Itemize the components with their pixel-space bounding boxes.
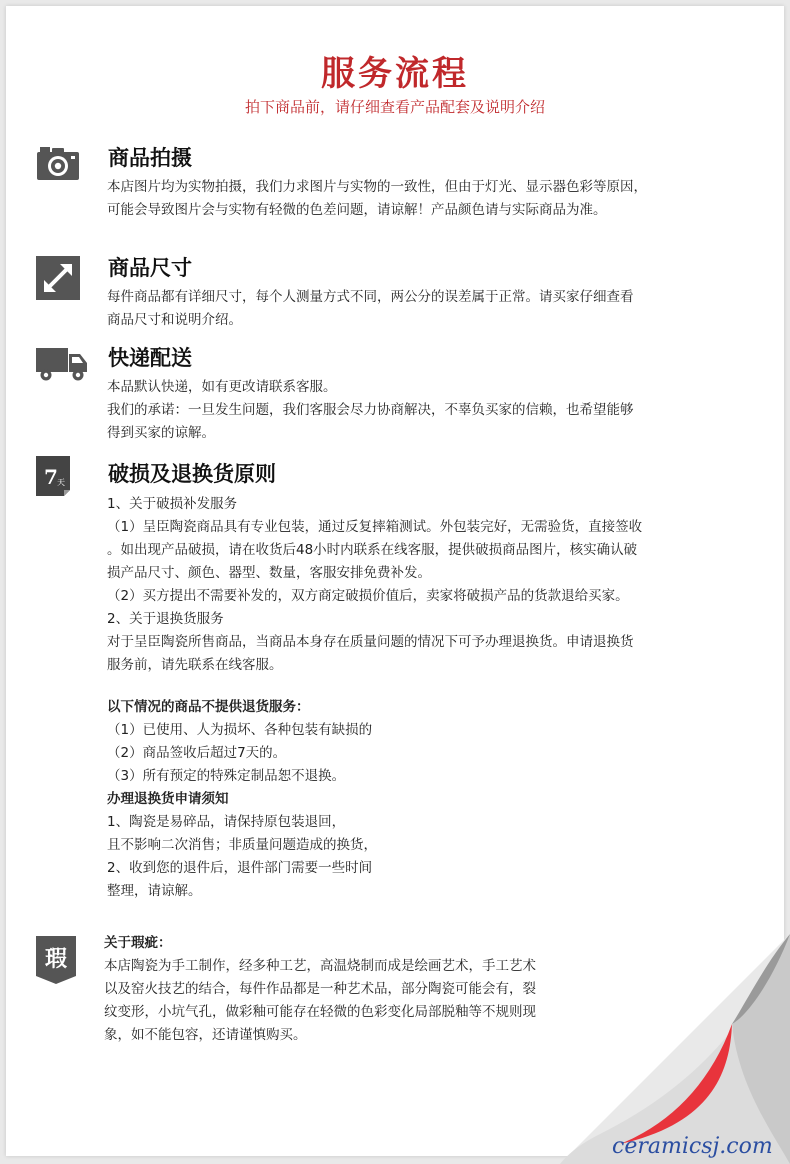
delivery-truck-icon — [36, 342, 88, 386]
page-subtitle: 拍下商品前，请仔细查看产品配套及说明介绍 — [244, 98, 545, 116]
text-line: 以及窑火技艺的结合，每件作品都是一种艺术品，部分陶瓷可能会有，裂 — [104, 981, 536, 997]
calendar-day-label: 天 — [57, 478, 65, 487]
list-item: （1）已使用、人为损坏、各种包装有缺损的 — [107, 722, 373, 738]
text-line: 2、收到您的退件后，退件部门需要一些时间 — [107, 860, 373, 876]
flaw-badge-char: 瑕 — [44, 947, 68, 972]
calendar-number: 7 — [44, 465, 58, 489]
text-line: 本店陶瓷为手工制作，经多种工艺，高温烧制而成是绘画艺术，手工艺术 — [104, 958, 536, 974]
text-line: 本品默认快递，如有更改请联系客服。 — [107, 379, 337, 395]
section-title-returns: 破损及退换货原则 — [108, 462, 276, 486]
flaw-badge-icon — [36, 936, 76, 984]
text-line: 。如出现产品破损，请在收货后48小时内联系在线客服，提供破损商品图片，核实确认破 — [107, 542, 638, 558]
page-curl-decoration — [560, 934, 790, 1164]
watermark: ceramicsj.com — [612, 1134, 773, 1159]
section-text-photo — [107, 176, 737, 222]
text-line: 纹变形，小坑气孔，做彩釉可能存在轻微的色彩变化局部脱釉等不规则现 — [104, 1004, 536, 1020]
text-line: 得到买家的谅解。 — [107, 425, 215, 441]
text-line: 整理，请谅解。 — [107, 883, 202, 899]
camera-icon — [36, 142, 80, 186]
list-item: （3）所有预定的特殊定制品恕不退换。 — [107, 768, 346, 784]
section-text-size — [107, 286, 737, 332]
text-line: 对于呈臣陶瓷所售商品，当商品本身存在质量问题的情况下可予办理退换货。申请退换货 — [107, 634, 634, 650]
text-line: 1、陶瓷是易碎品，请保持原包装退回， — [107, 814, 346, 830]
page-title: 服务流程 — [321, 54, 469, 94]
seven-day-calendar-icon — [36, 456, 70, 496]
text-line: 且不影响二次消售；非质量问题造成的换货， — [107, 837, 377, 853]
text-line: 商品尺寸和说明介绍。 — [107, 312, 242, 328]
notice-title: 办理退换货申请须知 — [107, 791, 229, 807]
text-line: 服务前，请先联系在线客服。 — [107, 657, 283, 673]
text-line: 每件商品都有详细尺寸，每个人测量方式不同，两公分的误差属于正常。请买家仔细查看 — [107, 289, 634, 305]
text-line: （2）买方提出不需要补发的，双方商定破损价值后，卖家将破损产品的货款退给买家。 — [107, 588, 629, 604]
text-line: 可能会导致图片会与实物有轻微的色差问题，请谅解！产品颜色请与实际商品为准。 — [107, 202, 607, 218]
no-return-list — [107, 696, 737, 903]
section-title-photo: 商品拍摄 — [108, 146, 192, 170]
text-line: 1、关于破损补发服务 — [107, 496, 238, 512]
section-title-size: 商品尺寸 — [108, 256, 192, 280]
section-title-flaws: 关于瑕疵： — [104, 935, 172, 951]
text-line: （1）呈臣陶瓷商品具有专业包装，通过反复摔箱测试。外包装完好，无需验货，直接签收 — [107, 519, 643, 535]
section-text-returns — [107, 493, 737, 677]
text-line: 损产品尺寸、颜色、器型、数量，客服安排免费补发。 — [107, 565, 431, 581]
section-title-delivery: 快递配送 — [108, 346, 192, 370]
text-line: 本店图片均为实物拍摄，我们力求图片与实物的一致性，但由于灯光、显示器色彩等原因， — [107, 179, 647, 195]
text-line: 2、关于退换货服务 — [107, 611, 224, 627]
text-line: 我们的承诺：一旦发生问题，我们客服会尽力协商解决，不辜负买家的信赖，也希望能够 — [107, 402, 634, 418]
section-text-delivery — [107, 376, 737, 445]
resize-arrow-icon — [36, 256, 80, 300]
no-return-title: 以下情况的商品不提供退货服务： — [107, 699, 310, 715]
list-item: （2）商品签收后超过7天的。 — [107, 745, 287, 761]
text-line: 象，如不能包容，还请谨慎购买。 — [104, 1027, 307, 1043]
